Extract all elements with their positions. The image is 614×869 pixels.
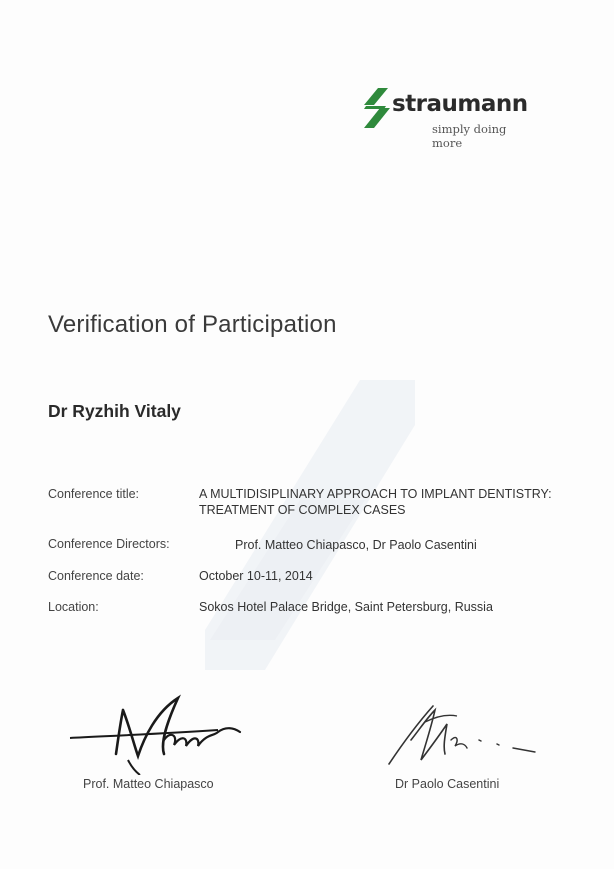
signature-chiapasco bbox=[68, 690, 248, 775]
straumann-watermark-graphic bbox=[205, 380, 415, 670]
conference-date-label: Conference date: bbox=[48, 569, 144, 583]
conference-date-value: October 10-11, 2014 bbox=[199, 569, 313, 583]
conference-title-line-2: TREATMENT OF COMPLEX CASES bbox=[199, 503, 406, 517]
signatory-name-left: Prof. Matteo Chiapasco bbox=[83, 777, 214, 791]
conference-title-value bbox=[199, 486, 552, 518]
straumann-logo bbox=[360, 88, 535, 150]
conference-directors-value: Prof. Matteo Chiapasco, Dr Paolo Casentini bbox=[235, 538, 477, 552]
certificate-title: Verification of Participation bbox=[48, 311, 337, 338]
location-label: Location: bbox=[48, 600, 99, 614]
conference-directors-label: Conference Directors: bbox=[48, 537, 170, 551]
location-value: Sokos Hotel Palace Bridge, Saint Petersburg, Russia bbox=[199, 600, 493, 614]
brand-tagline: simply doing more bbox=[432, 122, 507, 150]
signatory-name-right: Dr Paolo Casentini bbox=[395, 777, 500, 791]
straumann-s-mark-icon bbox=[360, 88, 390, 128]
conference-title-line-1: A MULTIDISIPLINARY APPROACH TO IMPLANT DENTISTRY: bbox=[199, 487, 552, 501]
signature-casentini bbox=[385, 700, 545, 770]
recipient-name: Dr Ryzhih Vitaly bbox=[48, 401, 181, 421]
conference-title-label: Conference title: bbox=[48, 487, 140, 501]
brand-name: straumann bbox=[392, 91, 528, 117]
